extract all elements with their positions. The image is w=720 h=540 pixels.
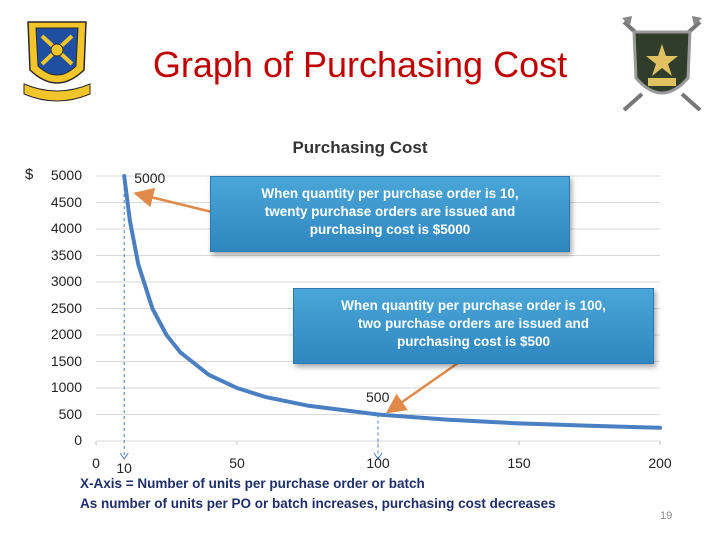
slide-title: Graph of Purchasing Cost — [152, 44, 568, 85]
y-tick-label: 2000 — [50, 326, 82, 342]
y-tick-label: 0 — [74, 432, 82, 448]
x-tick-label: 100 — [366, 455, 390, 471]
callout-2-line-2: two purchase orders are issued and — [357, 316, 590, 331]
page-number: 19 — [660, 510, 673, 522]
x-tick-label: 200 — [648, 455, 672, 471]
callout-1-line-1: When quantity per purchase order is 10, — [261, 186, 519, 201]
y-tick-label: 3500 — [50, 246, 82, 263]
caption-trend: As number of units per PO or batch increases, purchasing cost decreases — [80, 496, 556, 511]
y-tick-label: 5000 — [50, 167, 82, 183]
y-tick-label: 4000 — [50, 220, 82, 236]
chart-title: Purchasing Cost — [292, 138, 428, 157]
callout-1-line-3: purchasing cost is $5000 — [309, 222, 471, 237]
data-label: 500 — [366, 388, 390, 405]
x-tick-label: 50 — [229, 455, 245, 471]
y-tick-label: 4500 — [50, 193, 82, 210]
y-axis-label: $ — [25, 166, 34, 183]
x-marker-label: 10 — [116, 460, 132, 476]
y-tick-label: 2500 — [50, 299, 82, 316]
callout-2-line-1: When quantity per purchase order is 100, — [341, 298, 606, 313]
x-tick-label: 150 — [507, 455, 531, 471]
callout-quantity-10 — [210, 176, 570, 252]
x-tick-label: 0 — [92, 455, 100, 471]
y-tick-label: 500 — [58, 405, 82, 422]
callout-2-line-3: purchasing cost is $500 — [396, 334, 551, 349]
y-tick-label: 1000 — [50, 379, 82, 395]
callout-quantity-100 — [293, 288, 654, 364]
callout-arrow-2 — [390, 356, 468, 411]
caption-x-axis: X-Axis = Number of units per purchase order or batch — [80, 476, 425, 491]
y-tick-label: 1500 — [50, 352, 82, 369]
data-label: 5000 — [134, 170, 166, 186]
y-tick-label: 3000 — [50, 273, 82, 289]
callout-1-line-2: twenty purchase orders are issued and — [264, 204, 516, 219]
